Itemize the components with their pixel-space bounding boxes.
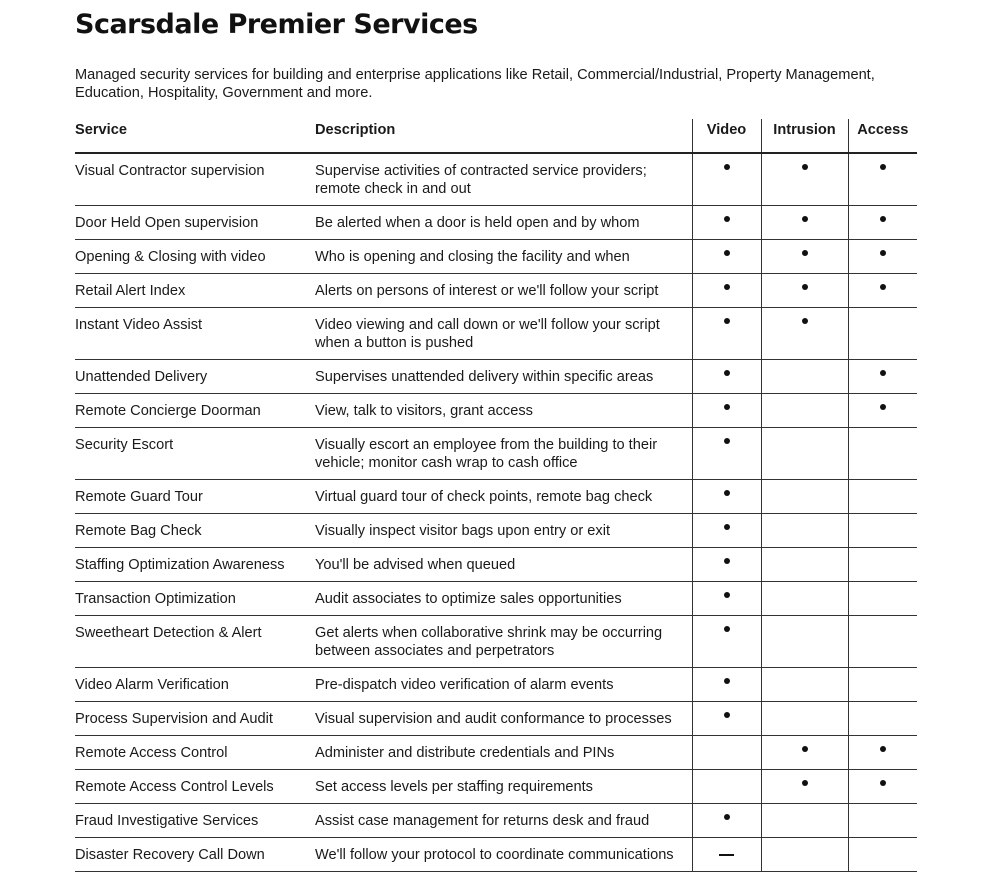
table-row <box>75 804 917 838</box>
table-row <box>75 480 917 514</box>
access-cell <box>848 394 917 428</box>
service-name: Remote Concierge Doorman <box>75 394 315 428</box>
video-cell <box>692 616 761 668</box>
included-dot-icon <box>724 318 730 324</box>
service-description: Visually inspect visitor bags upon entry or exit <box>315 514 692 548</box>
service-name: Visual Contractor supervision <box>75 153 315 206</box>
service-name: Transaction Optimization <box>75 582 315 616</box>
table-row <box>75 616 917 668</box>
service-name: Door Held Open supervision <box>75 206 315 240</box>
included-dot-icon <box>724 250 730 256</box>
intrusion-cell <box>761 308 848 360</box>
included-dot-icon <box>724 524 730 530</box>
service-name: Instant Video Assist <box>75 308 315 360</box>
intro-paragraph: Managed security services for building and enterprise applications like Retail, Commercial/Industrial, Property Management, Education, Hospitality, Government and more. <box>75 67 875 101</box>
included-dot-icon <box>880 746 886 752</box>
included-dot-icon <box>802 250 808 256</box>
table-body <box>75 153 917 872</box>
intrusion-cell <box>761 702 848 736</box>
access-cell <box>848 736 917 770</box>
intrusion-cell <box>761 360 848 394</box>
included-dot-icon <box>880 284 886 290</box>
service-description: Supervises unattended delivery within specific areas <box>315 360 692 394</box>
video-cell <box>692 514 761 548</box>
video-cell <box>692 274 761 308</box>
service-name: Unattended Delivery <box>75 360 315 394</box>
table-row <box>75 308 917 360</box>
service-name: Process Supervision and Audit <box>75 702 315 736</box>
service-name: Sweetheart Detection & Alert <box>75 616 315 668</box>
access-cell <box>848 616 917 668</box>
service-name: Opening & Closing with video <box>75 240 315 274</box>
service-name: Remote Bag Check <box>75 514 315 548</box>
intrusion-cell <box>761 668 848 702</box>
table-header-row <box>75 119 917 153</box>
included-dot-icon <box>880 780 886 786</box>
video-cell <box>692 240 761 274</box>
service-description: Get alerts when collaborative shrink may be occurring between associates and perpetrators <box>315 616 692 668</box>
services-table <box>75 119 917 872</box>
included-dot-icon <box>880 164 886 170</box>
included-dot-icon <box>724 490 730 496</box>
header-access: Access <box>848 119 917 153</box>
intrusion-cell <box>761 770 848 804</box>
service-name: Remote Access Control <box>75 736 315 770</box>
service-description: Be alerted when a door is held open and by whom <box>315 206 692 240</box>
header-service: Service <box>75 119 315 153</box>
table-row <box>75 838 917 872</box>
header-intrusion: Intrusion <box>761 119 848 153</box>
table-row <box>75 582 917 616</box>
service-name: Fraud Investigative Services <box>75 804 315 838</box>
table-row <box>75 770 917 804</box>
service-description: Administer and distribute credentials and PINs <box>315 736 692 770</box>
service-description: Who is opening and closing the facility and when <box>315 240 692 274</box>
intrusion-cell <box>761 394 848 428</box>
included-dot-icon <box>724 558 730 564</box>
intrusion-cell <box>761 548 848 582</box>
video-cell <box>692 838 761 872</box>
service-name: Retail Alert Index <box>75 274 315 308</box>
video-cell <box>692 548 761 582</box>
service-name: Security Escort <box>75 428 315 480</box>
intrusion-cell <box>761 240 848 274</box>
service-name: Remote Access Control Levels <box>75 770 315 804</box>
included-dot-icon <box>802 216 808 222</box>
access-cell <box>848 804 917 838</box>
intrusion-cell <box>761 480 848 514</box>
table-row <box>75 702 917 736</box>
service-description: Supervise activities of contracted service providers; remote check in and out <box>315 153 692 206</box>
access-cell <box>848 308 917 360</box>
page-title: Scarsdale Premier Services <box>75 9 478 40</box>
table-row <box>75 240 917 274</box>
video-cell <box>692 480 761 514</box>
intrusion-cell <box>761 616 848 668</box>
included-dot-icon <box>724 370 730 376</box>
access-cell <box>848 240 917 274</box>
access-cell <box>848 668 917 702</box>
included-dot-icon <box>880 404 886 410</box>
video-cell <box>692 804 761 838</box>
service-description: Audit associates to optimize sales opportunities <box>315 582 692 616</box>
included-dot-icon <box>724 592 730 598</box>
service-description: Pre-dispatch video verification of alarm events <box>315 668 692 702</box>
access-cell <box>848 206 917 240</box>
header-description: Description <box>315 119 692 153</box>
included-dot-icon <box>802 284 808 290</box>
service-description: Visual supervision and audit conformance to processes <box>315 702 692 736</box>
video-cell <box>692 736 761 770</box>
service-description: We'll follow your protocol to coordinate communications <box>315 838 692 872</box>
access-cell <box>848 548 917 582</box>
included-dot-icon <box>724 438 730 444</box>
table-row <box>75 548 917 582</box>
service-description: Alerts on persons of interest or we'll follow your script <box>315 274 692 308</box>
included-dot-icon <box>724 404 730 410</box>
included-dot-icon <box>724 678 730 684</box>
video-cell <box>692 702 761 736</box>
intrusion-cell <box>761 514 848 548</box>
access-cell <box>848 274 917 308</box>
header-video: Video <box>692 119 761 153</box>
video-cell <box>692 582 761 616</box>
included-dot-icon <box>724 814 730 820</box>
included-dot-icon <box>724 164 730 170</box>
video-cell <box>692 770 761 804</box>
service-description: View, talk to visitors, grant access <box>315 394 692 428</box>
service-description: Visually escort an employee from the building to their vehicle; monitor cash wrap to cash office <box>315 428 692 480</box>
video-cell <box>692 153 761 206</box>
table-row <box>75 514 917 548</box>
access-cell <box>848 153 917 206</box>
service-description: Assist case management for returns desk and fraud <box>315 804 692 838</box>
video-cell <box>692 308 761 360</box>
table-row <box>75 394 917 428</box>
intrusion-cell <box>761 804 848 838</box>
video-cell <box>692 428 761 480</box>
service-name: Staffing Optimization Awareness <box>75 548 315 582</box>
intrusion-cell <box>761 838 848 872</box>
video-cell <box>692 668 761 702</box>
table-row <box>75 360 917 394</box>
service-name: Video Alarm Verification <box>75 668 315 702</box>
table-row <box>75 736 917 770</box>
included-dot-icon <box>724 216 730 222</box>
service-description: Video viewing and call down or we'll follow your script when a button is pushed <box>315 308 692 360</box>
intrusion-cell <box>761 153 848 206</box>
access-cell <box>848 514 917 548</box>
intrusion-cell <box>761 736 848 770</box>
included-dot-icon <box>880 216 886 222</box>
access-cell <box>848 360 917 394</box>
included-dot-icon <box>802 780 808 786</box>
table-row <box>75 274 917 308</box>
access-cell <box>848 702 917 736</box>
access-cell <box>848 480 917 514</box>
video-cell <box>692 394 761 428</box>
included-dot-icon <box>802 164 808 170</box>
included-dot-icon <box>802 318 808 324</box>
included-dot-icon <box>880 250 886 256</box>
service-name: Disaster Recovery Call Down <box>75 838 315 872</box>
access-cell <box>848 428 917 480</box>
dash-icon <box>719 854 734 856</box>
service-description: Set access levels per staffing requirements <box>315 770 692 804</box>
service-description: You'll be advised when queued <box>315 548 692 582</box>
access-cell <box>848 838 917 872</box>
video-cell <box>692 360 761 394</box>
video-cell <box>692 206 761 240</box>
included-dot-icon <box>724 712 730 718</box>
included-dot-icon <box>724 284 730 290</box>
table-row <box>75 668 917 702</box>
access-cell <box>848 582 917 616</box>
included-dot-icon <box>802 746 808 752</box>
table-row <box>75 206 917 240</box>
included-dot-icon <box>880 370 886 376</box>
included-dot-icon <box>724 626 730 632</box>
intrusion-cell <box>761 274 848 308</box>
table-row <box>75 428 917 480</box>
service-description: Virtual guard tour of check points, remote bag check <box>315 480 692 514</box>
table-row <box>75 153 917 206</box>
service-name: Remote Guard Tour <box>75 480 315 514</box>
intrusion-cell <box>761 582 848 616</box>
intrusion-cell <box>761 428 848 480</box>
intrusion-cell <box>761 206 848 240</box>
access-cell <box>848 770 917 804</box>
